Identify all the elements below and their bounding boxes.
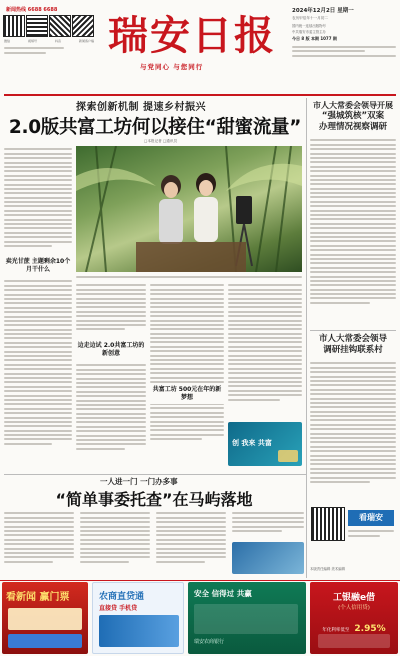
photo-caption [76, 274, 302, 281]
lunar-date: 农历甲辰年十一月初二 [292, 16, 328, 20]
promo-banner[interactable] [232, 542, 304, 574]
meta-line: 国内统一连续出版物号 [292, 24, 326, 28]
second-article[interactable] [4, 476, 304, 576]
qr-code-icon[interactable] [4, 16, 24, 36]
ad-bank-green[interactable] [188, 582, 306, 654]
right-column [310, 98, 396, 578]
issue-date: 2024年12月2日 星期一 [292, 8, 354, 14]
sugarcane-photo-illustration [76, 146, 302, 272]
ad-news-tickets[interactable] [2, 582, 88, 654]
qr-label: 新闻客户端 [78, 39, 94, 43]
article-kicker: 一人进一门 一门办多事 [100, 477, 178, 486]
text-column [150, 282, 224, 468]
slogan: 与党同心 与您同行 [140, 63, 204, 71]
right-headline-2[interactable]: 市人大常委会领导 调研挂钩联系村 [318, 334, 387, 355]
qr-code-icon[interactable] [50, 16, 70, 36]
qr-code-icon[interactable] [312, 508, 344, 540]
article-byline: □本报记者 □通讯员 [144, 139, 178, 143]
main-article[interactable] [4, 98, 302, 472]
text-column [4, 510, 74, 576]
subheading: 边走边试 2.0共富工坊的新创意 [77, 342, 145, 357]
subheading: 卖光甘蔗 主题剩余10个月干什么 [5, 258, 71, 273]
text-column [310, 360, 396, 500]
qr-label: 微信 [4, 39, 11, 43]
qr-code-icon[interactable] [73, 16, 93, 36]
meta-line: 中共瑞安市委主管主办 [292, 30, 326, 34]
ad-rural-loan[interactable] [92, 582, 184, 654]
qr-caption: 看瑞安 [348, 510, 394, 526]
newspaper-title: 瑞安日报 [108, 12, 276, 59]
text-column [232, 510, 304, 540]
subheading: 共富工坊 500元在年的新梦想 [150, 384, 224, 404]
qr-label: 抖音 [54, 39, 61, 43]
qr-code-icon[interactable] [27, 16, 47, 36]
ad-subtitle: 直接贷 手机贷 [99, 605, 138, 612]
ad-title: 安全 信得过 共赢 [194, 589, 252, 598]
article-headline[interactable]: “简单事委托查”在马屿落地 [55, 490, 253, 509]
article-kicker: 探索创新机制 提速乡村振兴 [76, 102, 206, 113]
text-column [310, 137, 396, 327]
inline-banner[interactable] [228, 422, 302, 466]
ad-icbc-loan[interactable] [310, 582, 398, 654]
text-column [156, 510, 226, 576]
right-headline-1[interactable]: 市人大常委会领导开展 “强城筑核”双案 办理情况视察调研 [313, 101, 393, 132]
masthead [0, 0, 400, 96]
editor-line: 本版责任编辑 美术编辑 [310, 567, 345, 571]
qr-code-row [4, 16, 94, 56]
ad-rate-value: 2.95% [354, 624, 386, 634]
qr-label: 视频号 [27, 39, 37, 43]
text-column [228, 282, 302, 420]
text-column [80, 510, 150, 576]
ad-subtitle: (个人信用贷) [338, 605, 370, 611]
ad-title: 农商直贷通 [99, 592, 145, 602]
banner-text: 创 我来 共富 [232, 439, 272, 447]
text-column [4, 146, 72, 258]
text-column [4, 278, 72, 468]
text-column [76, 282, 146, 342]
hotline-label: 新闻热线 6688 6688 [6, 7, 58, 13]
ad-rate-label: 年化利率低至 [322, 628, 350, 633]
article-photo [76, 146, 302, 272]
text-column [76, 362, 146, 468]
ads-row [0, 582, 400, 656]
ad-title: 看新闻 赢门票 [6, 592, 70, 603]
meta-line: 今日 8 版 本期 1077 期 [292, 36, 337, 41]
article-headline[interactable]: 2.0版共富工坊何以接住“甜蜜流量” [8, 117, 302, 138]
ad-bank-name: 瑞安农商银行 [194, 639, 225, 645]
date-block [292, 6, 396, 59]
ad-title: 工银融e借 [332, 593, 376, 603]
